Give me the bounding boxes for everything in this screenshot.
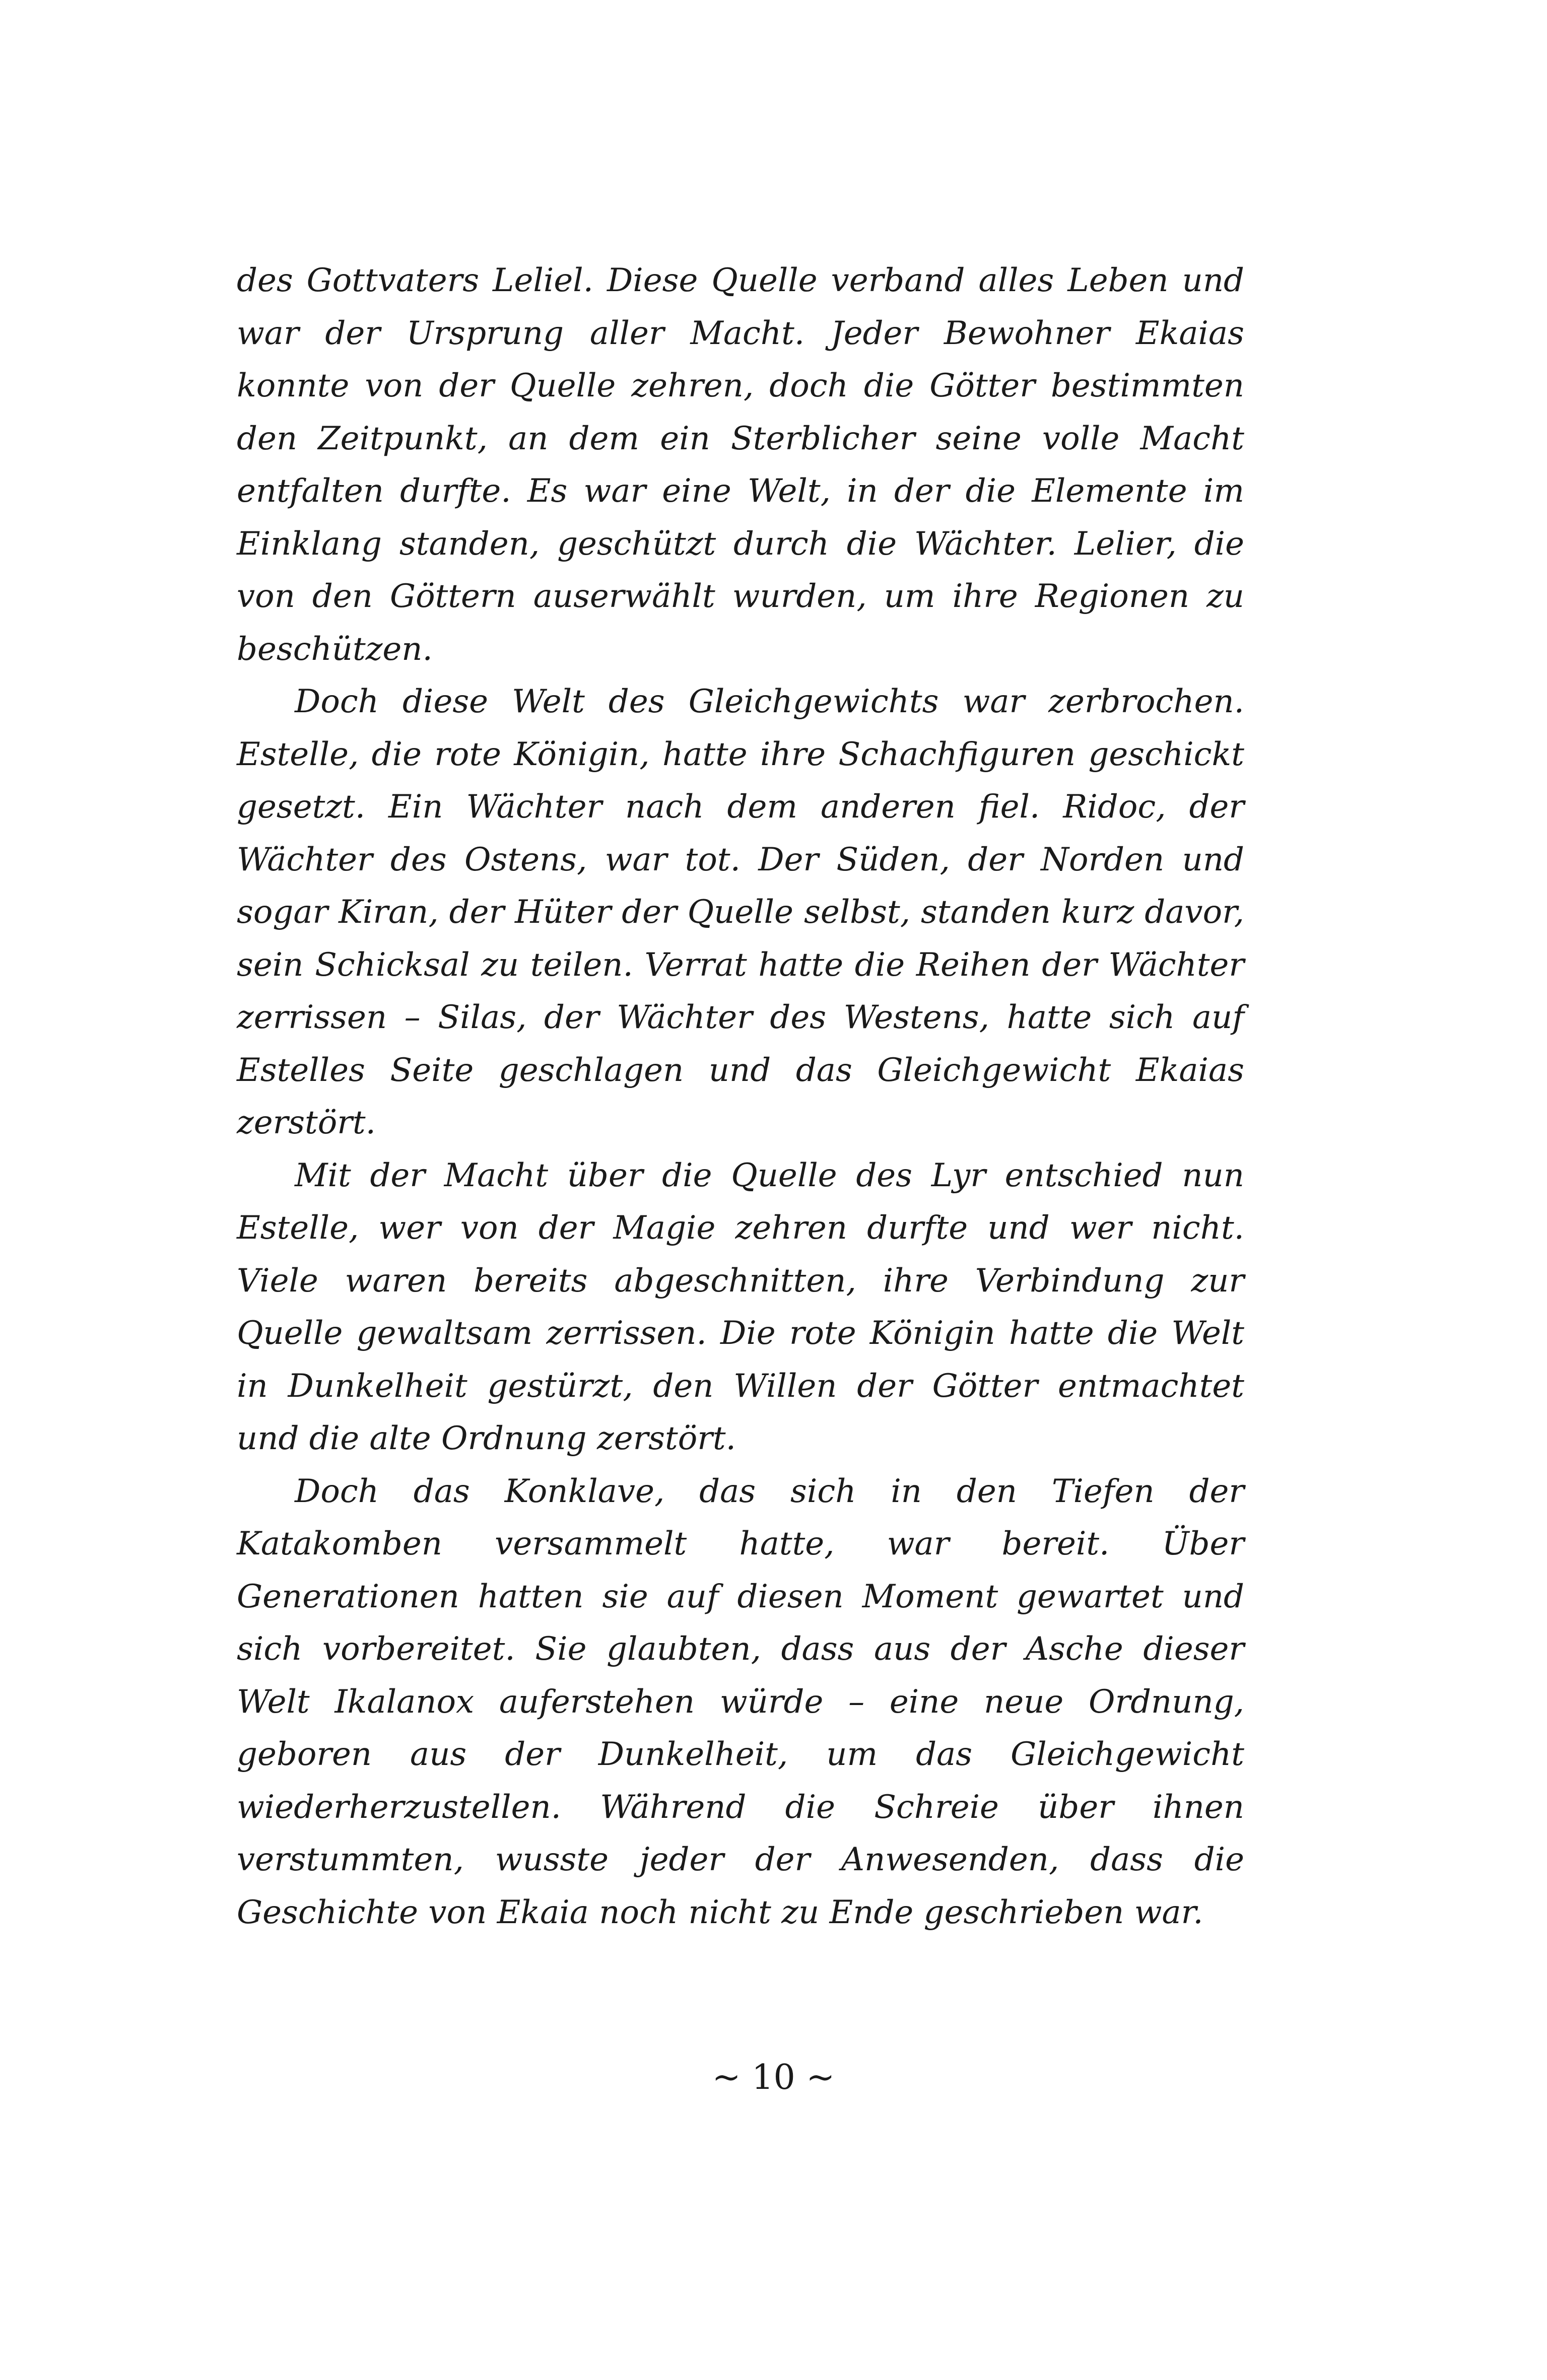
paragraph-2: Doch diese Welt des Gleichgewichts war zerbrochen. Estelle, die rote Königin, hatte ihre Schachfiguren geschickt gesetzt. Ein Wächter nach dem anderen fiel. Ridoc, der Wächter des Ostens, war tot. Der Süden, der Norden und sogar Kiran, der Hüter der Quelle selbst, standen kurz davor, sein Schicksal zu teilen. Verrat hatte die Reihen der Wächter zerrissen – Silas, der Wächter des Westens, hatte sich auf Estelles Seite geschlagen und das Gleichgewicht Ekaias zerstört. [237, 683, 1244, 1141]
paragraph-4: Doch das Konklave, das sich in den Tiefen der Katakomben versammelt hatte, war bereit. Über Generationen hatten sie auf diesen Moment gewartet und sich vorbereitet. Sie glaubten, dass aus der Asche dieser Welt Ikalanox auferstehen würde – eine neue Ordnung, geboren aus der Dunkelheit, um das Gleichgewicht wiederherzustellen. Während die Schreie über ihnen verstummten, wusste jeder der Anwesenden, dass die Geschichte von Ekaia noch nicht zu Ende geschrieben war. [237, 1472, 1244, 1931]
body-text [237, 254, 1244, 1939]
paragraph-3: Mit der Macht über die Quelle des Lyr entschied nun Estelle, wer von der Magie zehren durfte und wer nicht. Viele waren bereits abgeschnitten, ihre Verbindung zur Quelle gewaltsam zerrissen. Die rote Königin hatte die Welt in Dunkelheit gestürzt, den Willen der Götter entmachtet und die alte Ordnung zerstört. [237, 1157, 1244, 1457]
paragraph-1: des Gottvaters Leliel. Diese Quelle verband alles Leben und war der Ursprung aller Macht. Jeder Bewohner Ekaias konnte von der Quelle zehren, doch die Götter bestimmten den Zeitpunkt, an dem ein Sterblicher seine volle Macht entfalten durfte. Es war eine Welt, in der die Elemente im Einklang standen, geschützt durch die Wächter. Lelier, die von den Göttern auserwählt wurden, um ihre Regionen zu beschützen. [237, 262, 1244, 668]
page-number: ~ 10 ~ [712, 2058, 835, 2097]
